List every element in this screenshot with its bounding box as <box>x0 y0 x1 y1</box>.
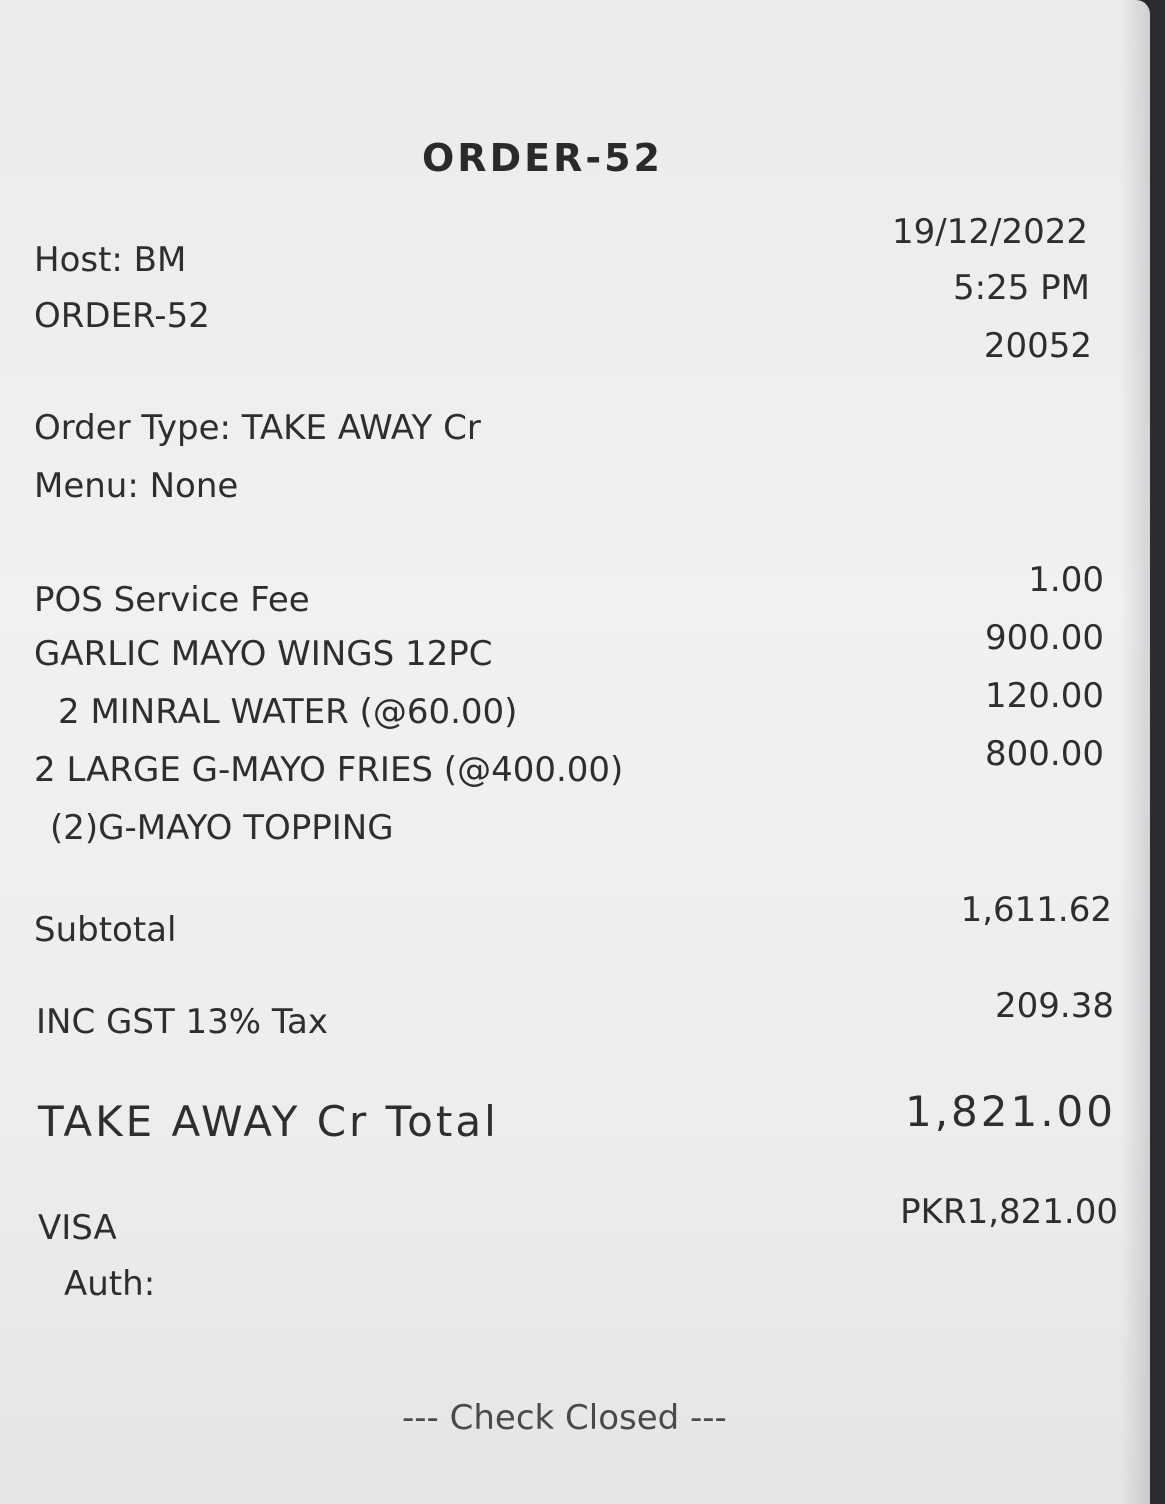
receipt-title: ORDER-52 <box>422 136 663 180</box>
order-date: 19/12/2022 <box>892 212 1088 252</box>
item-label-service-fee: POS Service Fee <box>34 580 310 620</box>
order-type-line: Order Type: TAKE AWAY Cr <box>34 408 481 448</box>
order-time: 5:25 PM <box>953 268 1090 308</box>
auth-line: Auth: <box>64 1264 156 1304</box>
item-price-wings: 900.00 <box>985 618 1104 658</box>
payment-amount: PKR1,821.00 <box>900 1192 1118 1232</box>
order-id-line: ORDER-52 <box>34 296 210 336</box>
check-closed-footer: --- Check Closed --- <box>402 1398 727 1438</box>
host-line: Host: BM <box>34 240 187 280</box>
tax-value: 209.38 <box>995 986 1114 1026</box>
menu-line: Menu: None <box>34 466 239 506</box>
item-label-wings: GARLIC MAYO WINGS 12PC <box>34 634 493 674</box>
tax-label: INC GST 13% Tax <box>36 1002 328 1042</box>
paper-edge-shadow <box>1120 0 1150 1504</box>
item-price-service-fee: 1.00 <box>1028 560 1104 600</box>
item-label-water: 2 MINRAL WATER (@60.00) <box>58 692 518 732</box>
item-price-water: 120.00 <box>985 676 1104 716</box>
item-price-fries: 800.00 <box>985 734 1104 774</box>
total-label: TAKE AWAY Cr Total <box>38 1097 499 1146</box>
payment-method: VISA <box>38 1208 117 1248</box>
total-value: 1,821.00 <box>904 1087 1116 1136</box>
subtotal-label: Subtotal <box>34 910 177 950</box>
subtotal-value: 1,611.62 <box>960 890 1112 930</box>
order-number: 20052 <box>983 326 1092 366</box>
item-label-fries: 2 LARGE G-MAYO FRIES (@400.00) <box>34 750 624 790</box>
item-label-topping: (2)G-MAYO TOPPING <box>50 808 394 848</box>
